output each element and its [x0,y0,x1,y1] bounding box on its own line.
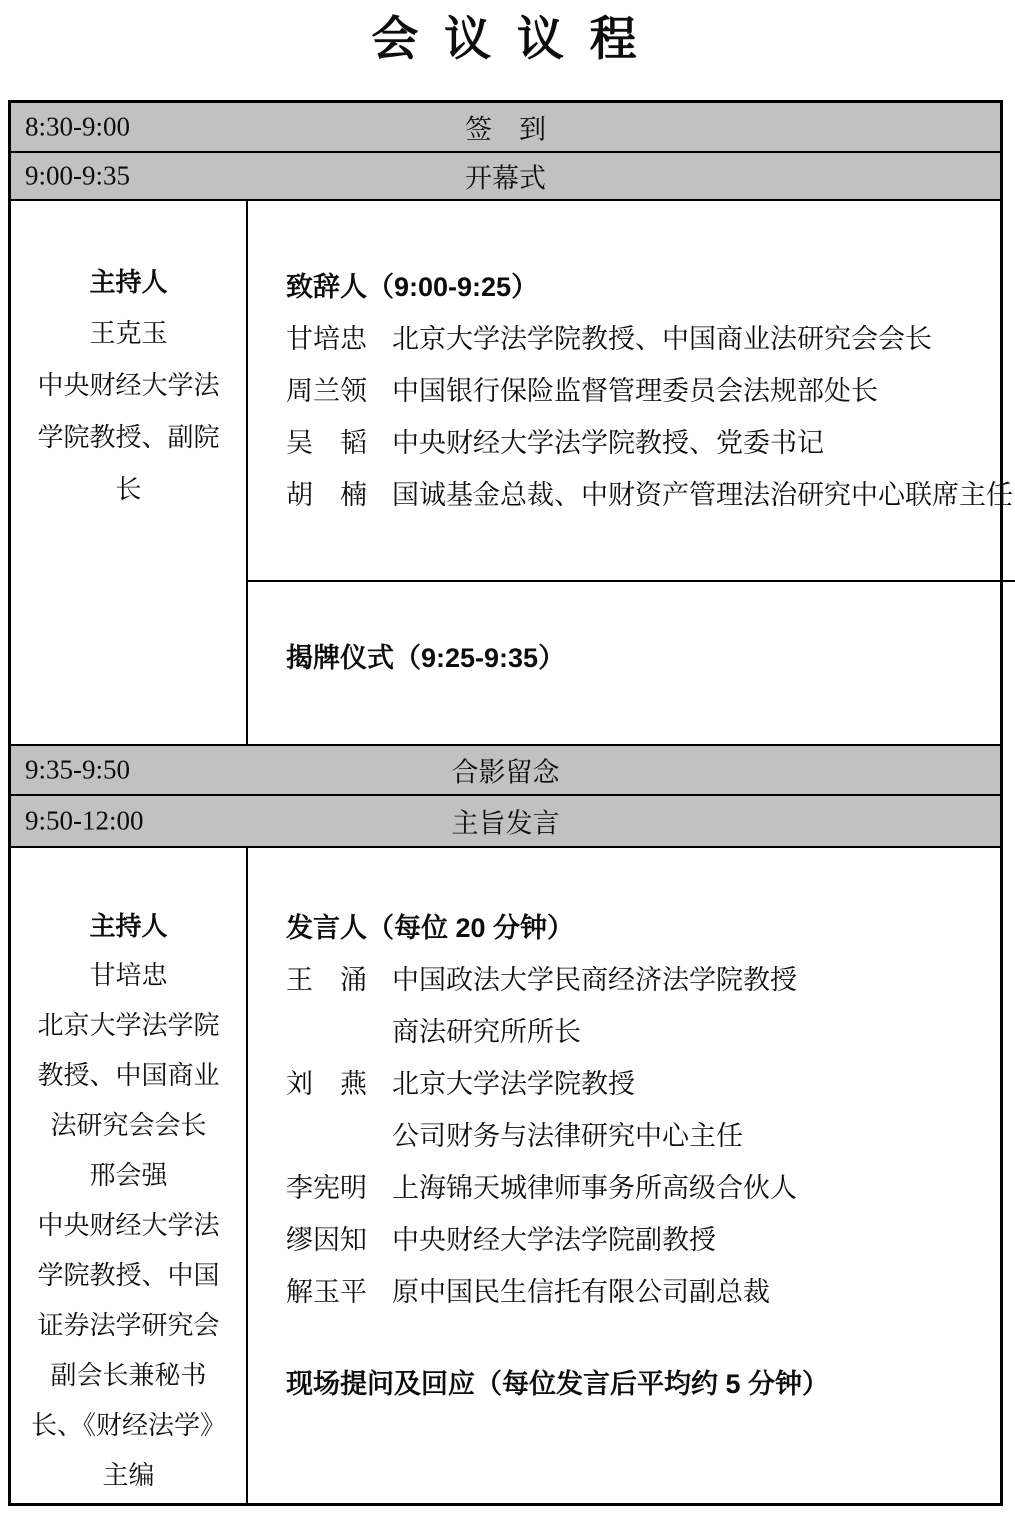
session1-host-line: 中央财经大学法 [37,371,220,400]
session2-host-line: 长、《财经法学》 [30,1411,226,1440]
signin-time: 8:30-9:00 [25,111,130,142]
session1-host-label: 主持人 [89,267,168,297]
photo-activity: 合影留念 [451,757,560,788]
session2-host-line: 主编 [102,1461,155,1490]
speaker-affiliation-line2: 商法研究所所长 [392,1017,581,1047]
session2-host-line: 中央财经大学法 [37,1211,220,1240]
speaker-affiliation: 中国银行保险监督管理委员会法规部处长 [392,376,878,406]
session2-host-cell [11,848,248,1503]
session2-host-line: 证券法学研究会 [37,1311,220,1340]
session1-row [11,201,1013,746]
speaker-row [286,365,1013,417]
row-opening [11,153,1000,201]
speaker-row [286,954,990,1006]
speaker-affiliation-line2: 公司财务与法律研究中心主任 [392,1121,743,1151]
keynote-time: 9:50-12:00 [25,805,144,836]
speaker-affiliation: 北京大学法学院教授 [392,1069,635,1099]
ceremony-heading: 揭牌仪式（9:25-9:35） [286,643,566,673]
speaker-row [286,417,1013,469]
speaker-row [286,1058,990,1110]
speaker-name: 吴 韬 [286,428,367,458]
session2-host-line: 北京大学法学院 [37,1011,220,1040]
speaker-name: 周兰领 [286,376,367,406]
session1-host-cell [11,201,248,744]
session1-right-column [248,201,1015,744]
speaker-name: 缪因知 [286,1225,367,1255]
session2-speakers-cell [248,848,1000,1503]
session2-host-line: 教授、中国商业 [37,1061,220,1090]
agenda-table [8,100,1013,1506]
speaker-row [286,313,1013,365]
speaker-affiliation: 中央财经大学法学院教授、党委书记 [392,428,824,458]
speaker-name: 胡 楠 [286,480,367,510]
session2-host-label: 主持人 [89,911,168,941]
speaker-name: 李宪明 [286,1173,367,1203]
speaker-row [286,1266,990,1318]
session2-host-line: 甘培忠 [89,961,168,990]
session1-speeches-heading: 致辞人（9:00-9:25） [286,272,539,302]
session2-host-line: 副会长兼秘书 [50,1361,207,1390]
speaker-name: 刘 燕 [286,1069,367,1099]
speaker-row [286,1162,990,1214]
session1-speeches-cell [248,201,1015,582]
qa-note: 现场提问及回应（每位发言后平均约 5 分钟） [286,1369,830,1399]
speaker-affiliation: 北京大学法学院教授、中国商业法研究会会长 [392,324,932,354]
speaker-affiliation: 中央财经大学法学院副教授 [392,1225,716,1255]
speaker-affiliation: 国诚基金总裁、中财资产管理法治研究中心联席主任 [392,480,1013,510]
speaker-affiliation: 中国政法大学民商经济法学院教授 [392,965,797,995]
speaker-affiliation: 上海锦天城律师事务所高级合伙人 [392,1173,797,1203]
row-photo [11,746,1000,796]
signin-activity: 签 到 [465,114,546,145]
speaker-name: 王 涌 [286,965,367,995]
session2-host-line: 学院教授、中国 [37,1261,220,1290]
page-title: 会 议 议 程 [371,14,644,66]
session2-speakers-heading: 发言人（每位 20 分钟） [286,913,575,943]
photo-time: 9:35-9:50 [25,754,130,785]
session2-host-line: 法研究会会长 [50,1111,207,1140]
session1-host-line: 长 [115,475,142,504]
session1-ceremony-cell [248,582,1015,744]
speaker-name: 甘培忠 [286,324,367,354]
session2-host-line: 邢会强 [89,1161,168,1190]
session2-row [11,848,1000,1503]
speaker-row [286,1214,990,1266]
session1-host-line: 学院教授、副院 [37,423,220,452]
row-keynote [11,796,1000,848]
keynote-activity: 主旨发言 [451,808,560,839]
speaker-affiliation: 原中国民生信托有限公司副总裁 [392,1277,770,1307]
row-signin [11,103,1000,153]
opening-activity: 开幕式 [465,163,546,194]
speaker-row [286,469,1013,521]
speaker-name: 解玉平 [286,1277,367,1307]
session1-host-line: 王克玉 [89,319,168,348]
opening-time: 9:00-9:35 [25,160,130,191]
